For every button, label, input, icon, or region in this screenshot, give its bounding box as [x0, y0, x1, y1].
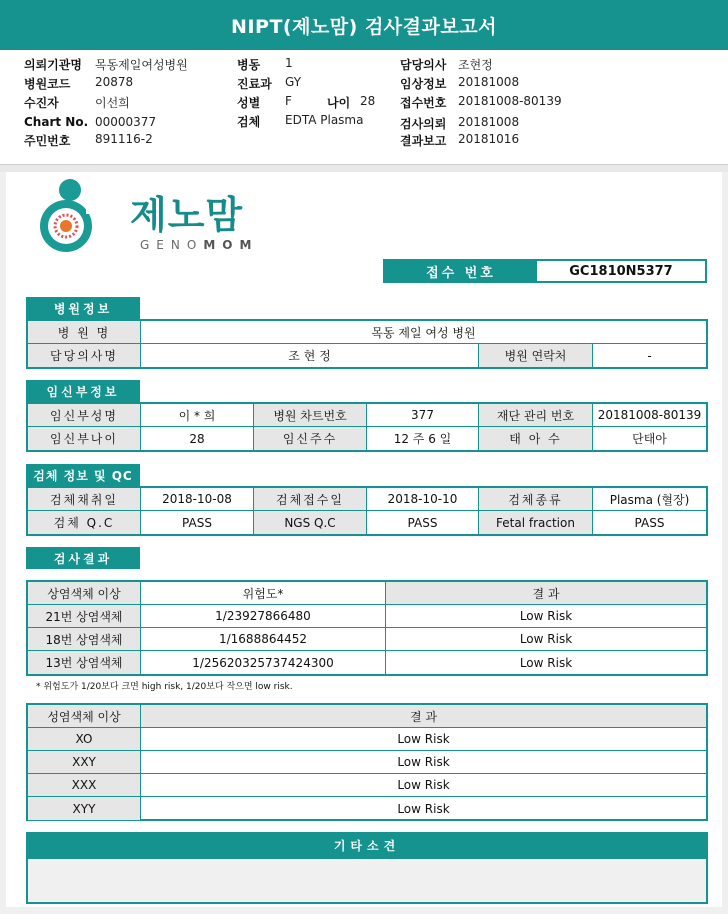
fetus-count-label: 태 아 수: [479, 427, 593, 450]
collect-date-value: 2018-10-08: [141, 488, 254, 510]
receive-date-value: 2018-10-10: [367, 488, 479, 510]
doctor-value: 조현정: [458, 58, 493, 72]
patient-table: [26, 402, 708, 452]
table-row: [28, 511, 706, 534]
recipient-label: 수진자: [24, 96, 59, 110]
gestation-weeks-value: 12 주 6 일: [367, 427, 479, 450]
facility-label: 의뢰기관명: [24, 58, 82, 72]
risk-header: 위험도*: [141, 582, 386, 604]
result-header: 결 과: [386, 582, 706, 604]
rrn-label: 주민번호: [24, 134, 71, 148]
doctor-label: 담당의사: [400, 58, 447, 72]
mgmt-number-value: 20181008-80139: [597, 408, 702, 422]
age-value: 28: [360, 94, 376, 108]
receipt-number-label: 접수 번호: [385, 261, 537, 281]
receipt-label: 접수번호: [400, 96, 447, 110]
specimen-value: EDTA Plasma: [285, 113, 364, 127]
specimen-table: [26, 486, 708, 536]
genomom-logo: [28, 176, 268, 256]
table-row: [28, 321, 706, 344]
chart-label: Chart No.: [24, 115, 89, 129]
hospital-contact-value: -: [647, 348, 652, 363]
specimen-qc-value: PASS: [141, 511, 254, 534]
receipt-number-value: GC1810N5377: [537, 261, 705, 281]
mgmt-number-label: 재단 관리 번호: [479, 404, 593, 426]
sex-chrom-result: Low Risk: [397, 755, 450, 769]
autosome-results-table: [26, 580, 708, 676]
receipt-value: 20181008-80139: [458, 94, 562, 108]
patient-age-value: 28: [141, 427, 254, 450]
logo-english-light: GENO: [140, 238, 204, 252]
request-label: 검사의뢰: [400, 117, 447, 131]
hospital-code-value: 20878: [95, 75, 134, 89]
ward-value: 1: [285, 56, 293, 70]
table-row: [28, 651, 706, 674]
sex-chrom-name: XYY: [28, 797, 141, 820]
recipient-value: 이선희: [95, 96, 130, 110]
patient-name-value: 이 * 희: [141, 404, 254, 426]
autosome-result: Low Risk: [519, 609, 573, 623]
patient-age-label: 임신부나이: [28, 427, 141, 450]
receive-date-label: 검체접수일: [254, 488, 367, 510]
dept-label: 진료과: [237, 77, 272, 91]
table-row: [28, 404, 706, 427]
doctor-name-label: 담당의사명: [28, 344, 141, 367]
autosome-risk: 1/1688864452: [141, 628, 386, 650]
specimen-type-label: 검체종류: [479, 488, 593, 510]
autosome-name: 18번 상염색체: [28, 628, 141, 650]
chart-value: 00000377: [95, 115, 157, 129]
autosome-header: 상염색체 이상: [28, 582, 141, 604]
autosome-name: 13번 상염색체: [28, 651, 141, 674]
logo-korean-text: 제노맘: [130, 193, 244, 237]
fetal-fraction-value: PASS: [634, 515, 665, 530]
hospital-name-label: 병 원 명: [28, 321, 141, 343]
fetus-count-value: 단태아: [632, 432, 667, 446]
other-findings-title: 기타소견: [26, 832, 708, 859]
sex-chrom-result: Low Risk: [397, 732, 450, 746]
table-row: [28, 582, 706, 605]
sex-chrom-name: XXX: [28, 774, 141, 796]
hospital-contact-label: 병원 연락처: [479, 344, 593, 367]
gestation-weeks-label: 임신주수: [254, 427, 367, 450]
report-title: NIPT(제노맘) 검사결과보고서: [0, 0, 728, 50]
risk-footnote: * 위험도가 1/20보다 크면 high risk, 1/20보다 작으면 low risk.: [36, 682, 293, 692]
autosome-name: 21번 상염색체: [28, 605, 141, 627]
sex-label: 성별: [237, 96, 261, 110]
table-row: [28, 774, 706, 797]
facility-value: 목동제일여성병원: [95, 58, 188, 72]
request-value: 20181008: [458, 115, 520, 129]
ngs-qc-label: NGS Q.C: [254, 511, 367, 534]
autosome-result: Low Risk: [519, 655, 573, 670]
mother-baby-logo-icon: [28, 176, 112, 256]
specimen-section-title: 검체 정보 및 QC: [26, 464, 140, 486]
ward-label: 병동: [237, 58, 261, 72]
table-row: [28, 427, 706, 450]
other-findings-body: [26, 859, 708, 904]
collect-date-label: 검체채취일: [28, 488, 141, 510]
results-section-title: 검사결과: [26, 547, 140, 569]
report-date-value: 20181016: [458, 132, 520, 146]
table-row: [28, 605, 706, 628]
specimen-qc-label: 검체 Q.C: [28, 511, 141, 534]
logo-english-text: [140, 238, 258, 252]
dept-value: GY: [285, 75, 302, 89]
hospital-section-title: 병원정보: [26, 297, 140, 319]
divider: [0, 164, 728, 172]
table-row: [28, 488, 706, 511]
fetal-fraction-label: Fetal fraction: [479, 511, 593, 534]
table-row: [28, 797, 706, 820]
header-info: [0, 50, 728, 164]
sex-chrom-header: 성염색체 이상: [28, 705, 141, 727]
rrn-value: 891116-2: [95, 132, 153, 146]
specimen-type-value: Plasma (혈장): [609, 492, 690, 507]
table-row: [28, 751, 706, 774]
table-row: [28, 728, 706, 751]
sex-chromosome-table: [26, 703, 708, 821]
doctor-name-value: 조 현 정: [141, 344, 479, 367]
hospital-name-value: 목동 제일 여성 병원: [371, 325, 476, 340]
autosome-result: Low Risk: [519, 632, 573, 646]
clinical-label: 임상정보: [400, 77, 447, 91]
sex-value: F: [285, 94, 292, 108]
clinical-value: 20181008: [458, 75, 520, 89]
sex-chrom-result-header: 결 과: [141, 705, 706, 727]
age-label: 나이: [327, 96, 351, 110]
hospital-table: [26, 319, 708, 369]
sex-chrom-result: Low Risk: [397, 778, 450, 792]
autosome-risk: 1/25620325737424300: [141, 651, 386, 674]
chart-number-label: 병원 차트번호: [254, 404, 367, 426]
specimen-label: 검체: [237, 115, 261, 129]
sex-chrom-name: XO: [28, 728, 141, 750]
table-row: [28, 344, 706, 367]
logo-english-bold: MOM: [203, 238, 259, 252]
report-sheet: [6, 172, 722, 907]
receipt-number-box: [383, 259, 707, 283]
patient-section-title: 임신부정보: [26, 380, 140, 402]
sex-chrom-name: XXY: [28, 751, 141, 773]
chart-number-value: 377: [367, 404, 479, 426]
table-row: [28, 705, 706, 728]
report-date-label: 결과보고: [400, 134, 447, 148]
patient-name-label: 임신부성명: [28, 404, 141, 426]
hospital-code-label: 병원코드: [24, 77, 71, 91]
ngs-qc-value: PASS: [367, 511, 479, 534]
autosome-risk: 1/23927866480: [141, 605, 386, 627]
table-row: [28, 628, 706, 651]
sex-chrom-result: Low Risk: [397, 801, 450, 816]
